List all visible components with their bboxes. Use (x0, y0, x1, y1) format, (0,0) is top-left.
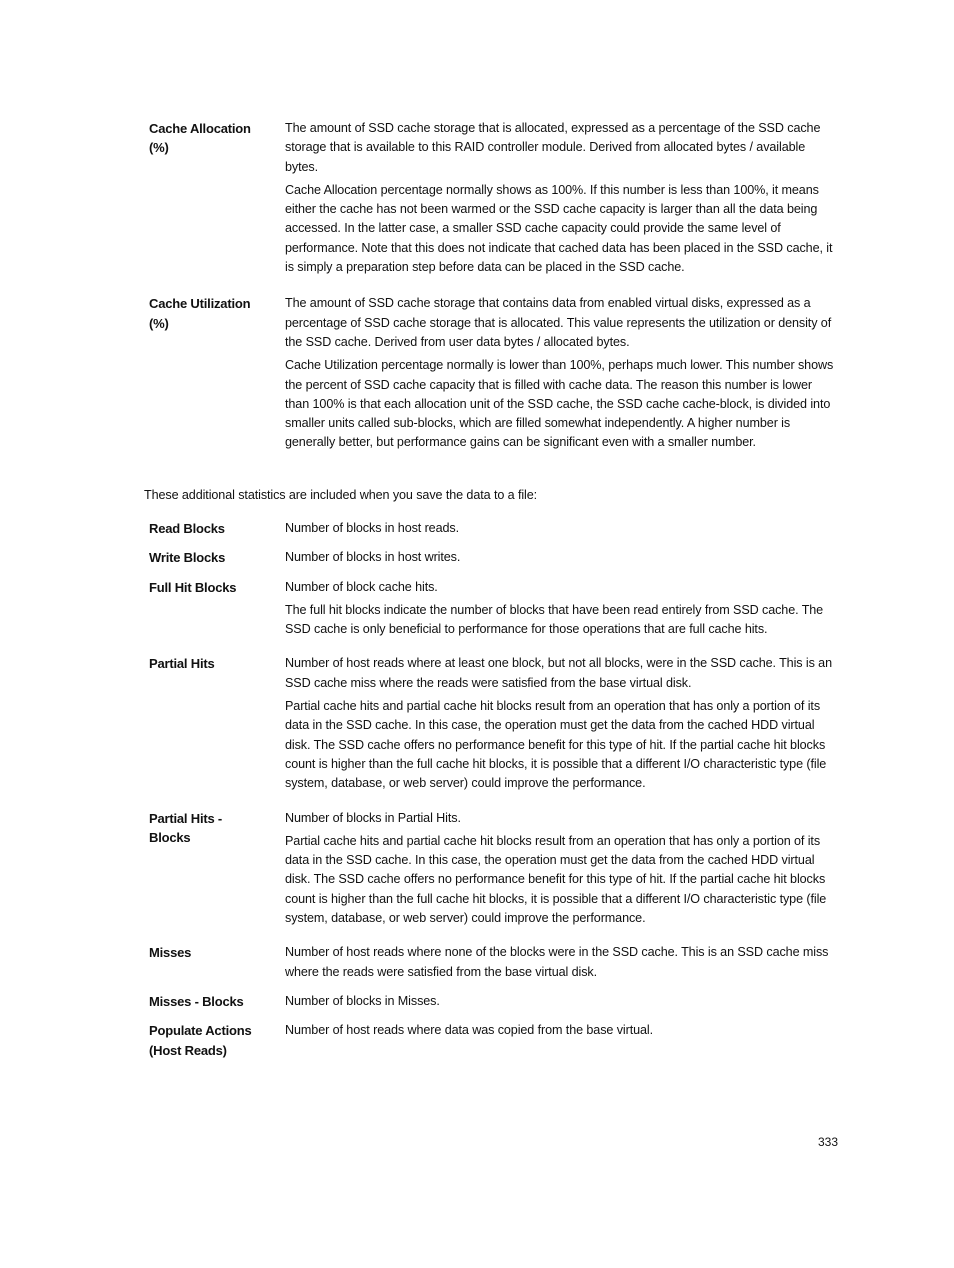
term-partial-hits: Partial Hits (149, 656, 215, 672)
description-paragraph: The amount of SSD cache storage that is allocated, expressed as a percentage of the SSD cache storage that is available to this RAID controller module. Derived from allocated bytes / available bytes. (285, 121, 821, 174)
page-number: 333 (818, 1135, 839, 1149)
term-cache-utilization: Cache Utilization (%) (149, 296, 251, 331)
term-misses: Misses (149, 945, 192, 961)
description-paragraph: Number of blocks in host reads. (285, 521, 459, 535)
description-misses (285, 943, 839, 986)
definition-row-write-blocks (149, 548, 839, 571)
description-write-blocks (285, 548, 839, 571)
definition-row-full-hit-blocks (149, 578, 839, 644)
description-paragraph: The amount of SSD cache storage that contains data from enabled virtual disks, expressed as a percentage of SSD cache storage that is allocated. This value represents the utilization or density of the SSD cache. Derived from user data bytes / allocated bytes. (285, 296, 832, 349)
description-paragraph: Partial cache hits and partial cache hit blocks result from an operation that has only a portion of its data in the SSD cache. In this case, the operation must get the data from the cached HDD virtual disk. The SSD cache offers no performance benefit for this type of hit. If the partial cache hit blocks count is higher than the full cache hit blocks, it is possible that a different I/O characteristic type (file system, database, or web server) could improve the performance. (285, 699, 827, 791)
description-partial-hits-blocks (285, 809, 839, 933)
term-partial-hits-blocks: Partial Hits - Blocks (149, 810, 223, 845)
definition-list-file-stats (149, 519, 839, 1060)
description-paragraph: Number of host reads where at least one block, but not all blocks, were in the SSD cache. This is an SSD cache miss where the reads were satisfied from the base virtual disk. (285, 656, 832, 690)
definition-row-cache-utilization (149, 294, 839, 456)
definition-row-cache-allocation (149, 119, 839, 281)
description-cache-utilization (285, 294, 839, 456)
description-paragraph: Cache Allocation percentage normally shows as 100%. If this number is less than 100%, it means either the cache has not been warmed or the SSD cache capacity is larger than all the data being accessed. In the latter case, a smaller SSD cache capacity could provide the same level of performance. Note that this does not indicate that cached data has been placed in the SSD cache, it is simply a preparation step before data can be placed in the SSD cache. (285, 182, 833, 275)
description-paragraph: Number of host reads where none of the blocks were in the SSD cache. This is an SSD cache miss where the reads were satisfied from the base virtual disk. (285, 945, 829, 979)
description-paragraph: Number of blocks in host writes. (285, 550, 461, 565)
description-paragraph: The full hit blocks indicate the number of blocks that have been read entirely from SSD cache. The SSD cache is only beneficial to performance for those operations that are full cache hits. (285, 602, 824, 637)
definition-row-partial-hits-blocks (149, 809, 839, 933)
term-misses-blocks: Misses - Blocks (149, 993, 244, 1009)
description-full-hit-blocks (285, 578, 839, 644)
definition-row-misses-blocks (149, 992, 839, 1015)
term-cache-allocation: Cache Allocation (%) (149, 121, 251, 156)
definition-row-misses (149, 943, 839, 986)
description-paragraph: Cache Utilization percentage normally is lower than 100%, perhaps much lower. This number shows the percent of SSD cache capacity that is filled with cache data. The reason this number is lower than 100% is that each allocation unit of the SSD cache, the SSD cache cache-block, is divided into smaller units called sub-blocks, which are filled somewhat independently. A higher number is generally better, but performance gains can be significant even with a smaller number. (285, 358, 834, 450)
term-populate-actions: Populate Actions (Host Reads) (149, 1023, 252, 1058)
description-paragraph: Partial cache hits and partial cache hit blocks result from an operation that has only a portion of its data in the SSD cache. In this case, the operation must get the data from the cached HDD virtual disk. The SSD cache offers no performance benefit for this type of hit. If the partial cache hit blocks count is higher than the full cache hit blocks, it is possible that a different I/O characteristic type (file system, database, or web server) could improve the performance. (285, 833, 827, 926)
description-misses-blocks (285, 992, 839, 1015)
definition-row-partial-hits (149, 654, 839, 797)
description-paragraph: Number of blocks in Partial Hits. (285, 810, 461, 825)
term-full-hit-blocks: Full Hit Blocks (149, 579, 237, 595)
description-cache-allocation (285, 119, 839, 281)
description-paragraph: Number of block cache hits. (285, 579, 438, 594)
description-paragraph: Number of host reads where data was copied from the base virtual. (285, 1023, 654, 1038)
definition-list-cache-stats (149, 119, 839, 457)
term-read-blocks: Read Blocks (149, 521, 225, 536)
description-populate-actions (285, 1021, 839, 1060)
definition-row-populate-actions (149, 1021, 839, 1060)
term-write-blocks: Write Blocks (149, 550, 226, 566)
description-paragraph: Number of blocks in Misses. (285, 993, 440, 1008)
description-read-blocks (285, 519, 839, 542)
description-partial-hits (285, 654, 839, 797)
intro-text: These additional statistics are included when you save the data to a file: (144, 488, 538, 502)
definition-row-read-blocks (149, 519, 839, 542)
